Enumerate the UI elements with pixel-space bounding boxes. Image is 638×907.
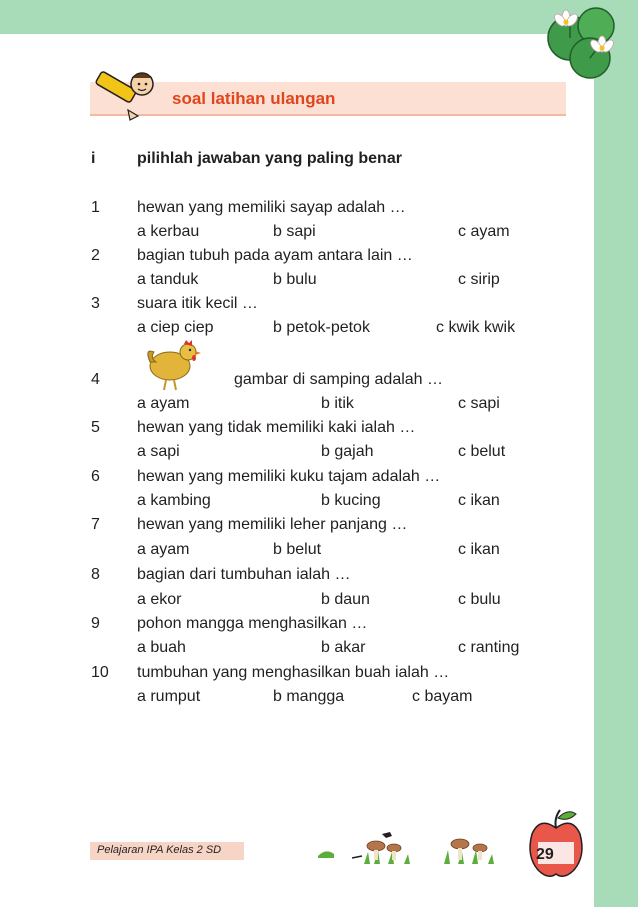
page-number: 29 xyxy=(536,846,554,863)
option-c: c kwik kwik xyxy=(436,319,516,336)
option-c: c sirip xyxy=(458,271,500,288)
option-b: b itik xyxy=(321,395,354,412)
question-text: hewan yang tidak memiliki kaki ialah … xyxy=(137,419,416,436)
question-number: 1 xyxy=(91,199,100,216)
page-title: soal latihan ulangan xyxy=(172,89,336,108)
option-a: a kambing xyxy=(137,492,211,509)
section-instruction: pilihlah jawaban yang paling benar xyxy=(137,150,402,167)
option-b: b kucing xyxy=(321,492,381,509)
question-text: tumbuhan yang menghasilkan buah ialah … xyxy=(137,664,450,681)
question-text: pohon mangga menghasilkan … xyxy=(137,615,368,632)
option-b: b petok-petok xyxy=(273,319,370,336)
option-a: a ciep ciep xyxy=(137,319,214,336)
question-number: 7 xyxy=(91,516,100,533)
question-text: hewan yang memiliki kuku tajam adalah … xyxy=(137,468,441,485)
option-b: b mangga xyxy=(273,688,345,705)
option-c: c belut xyxy=(458,443,506,460)
chicken-image xyxy=(142,338,202,392)
option-a: a kerbau xyxy=(137,223,200,240)
option-a: a ayam xyxy=(137,541,190,558)
apple-icon xyxy=(524,806,588,882)
pencil-boy-icon xyxy=(90,66,162,126)
question-number: 6 xyxy=(91,468,100,485)
option-a: a tanduk xyxy=(137,271,199,288)
option-a: a ekor xyxy=(137,591,182,608)
question-number: 4 xyxy=(91,371,100,388)
question-number: 2 xyxy=(91,247,100,264)
option-a: a sapi xyxy=(137,443,180,460)
option-c: c bayam xyxy=(412,688,473,705)
option-b: b gajah xyxy=(321,443,374,460)
option-c: c bulu xyxy=(458,591,501,608)
right-decorative-band xyxy=(594,0,638,907)
option-c: c ayam xyxy=(458,223,510,240)
option-c: c ranting xyxy=(458,639,520,656)
question-text: bagian dari tumbuhan ialah … xyxy=(137,566,351,583)
option-a: a rumput xyxy=(137,688,201,705)
option-a: a buah xyxy=(137,639,186,656)
option-c: c ikan xyxy=(458,541,500,558)
water-lily-icon xyxy=(540,4,624,82)
question-text: hewan yang memiliki leher panjang … xyxy=(137,516,408,533)
question-text: gambar di samping adalah … xyxy=(234,371,444,388)
book-title: Pelajaran IPA Kelas 2 SD xyxy=(97,844,222,856)
option-c: c sapi xyxy=(458,395,500,412)
question-text: hewan yang memiliki sayap adalah … xyxy=(137,199,406,216)
option-b: b bulu xyxy=(273,271,317,288)
option-b: b belut xyxy=(273,541,322,558)
question-number: 5 xyxy=(91,419,100,436)
option-a: a ayam xyxy=(137,395,190,412)
mushroom-grass-icon xyxy=(312,828,522,868)
section-number: i xyxy=(91,150,96,167)
question-number: 9 xyxy=(91,615,100,632)
option-b: b sapi xyxy=(273,223,316,240)
option-c: c ikan xyxy=(458,492,500,509)
question-text: suara itik kecil … xyxy=(137,295,258,312)
question-number: 8 xyxy=(91,566,100,583)
option-b: b akar xyxy=(321,639,366,656)
question-number: 3 xyxy=(91,295,100,312)
option-b: b daun xyxy=(321,591,370,608)
question-number: 10 xyxy=(91,664,109,681)
question-text: bagian tubuh pada ayam antara lain … xyxy=(137,247,413,264)
